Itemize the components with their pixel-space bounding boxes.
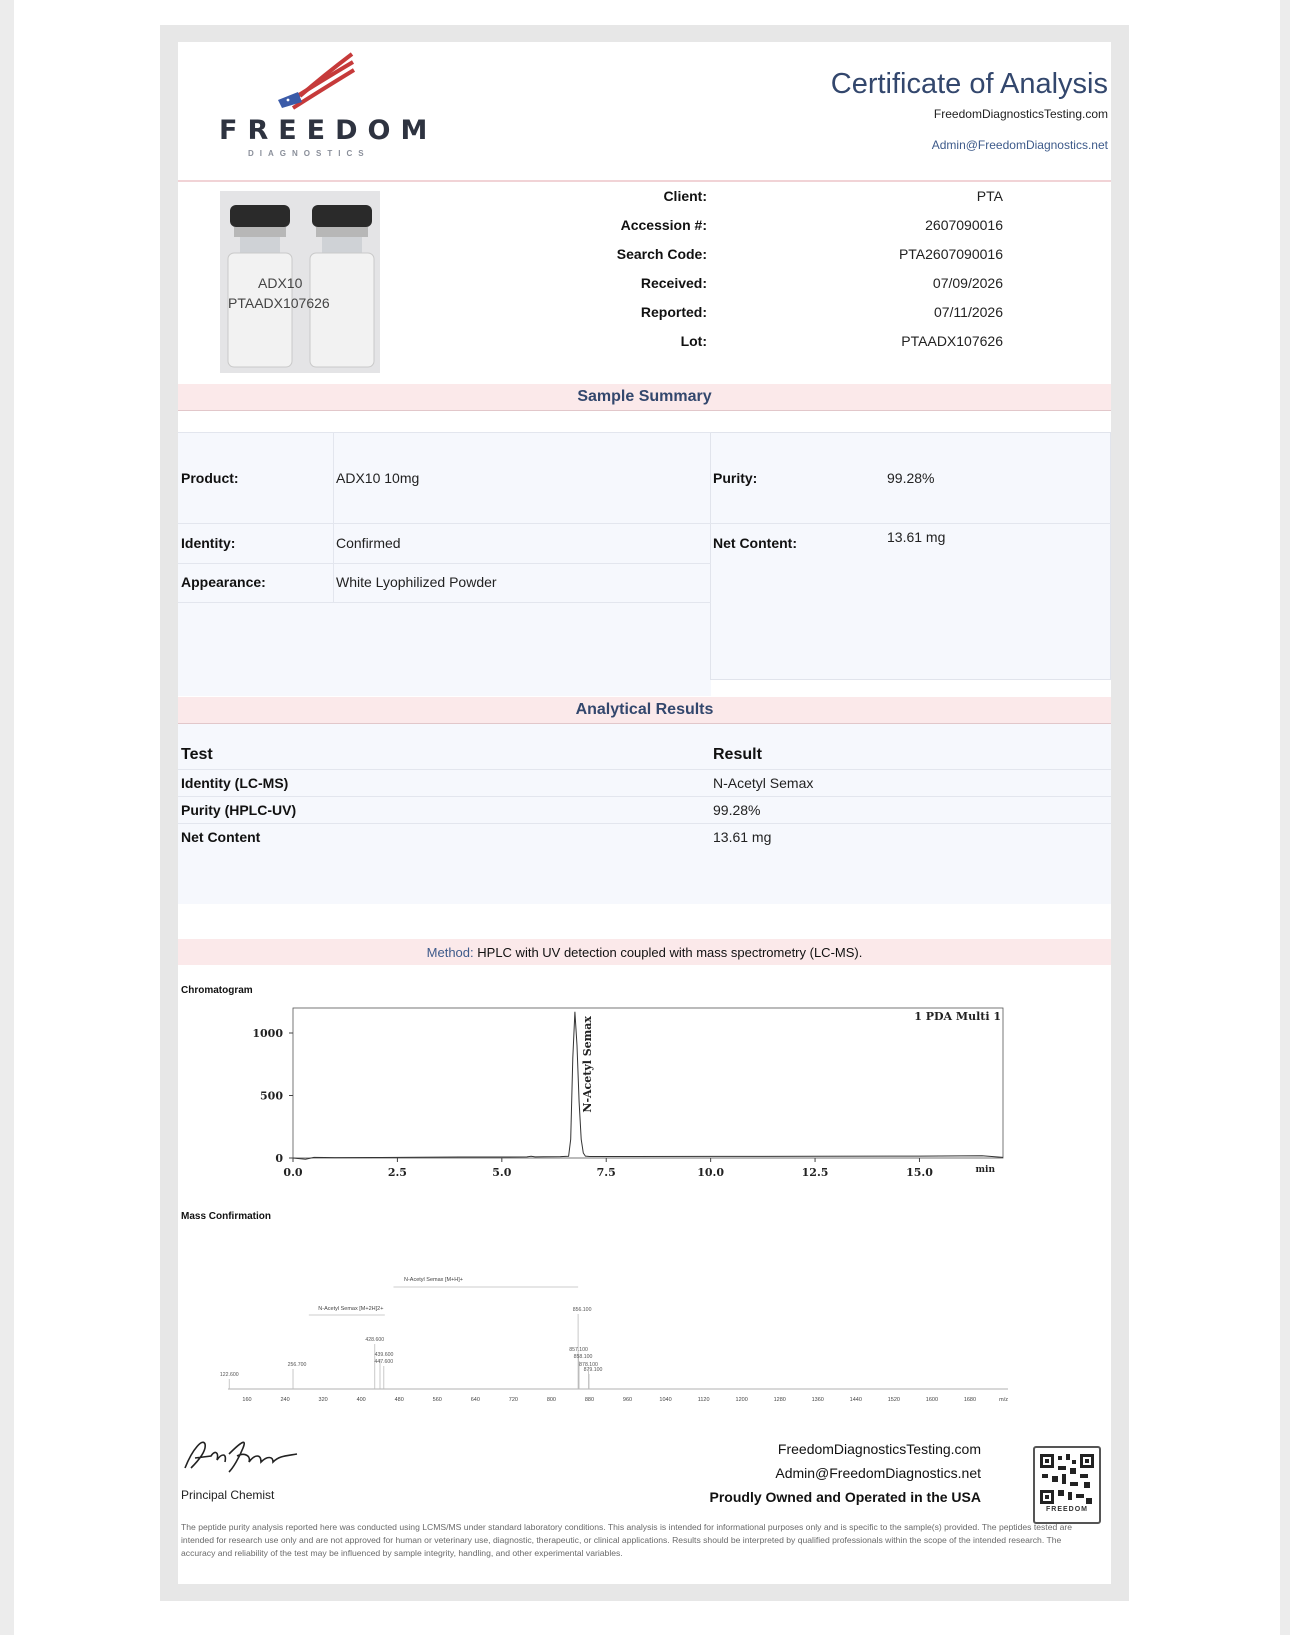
brand-tagline: DIAGNOSTICS bbox=[248, 149, 370, 158]
results-line bbox=[178, 823, 1111, 824]
x-tick-label: 15.0 bbox=[906, 1166, 933, 1179]
x-tick-label: 1360 bbox=[811, 1397, 824, 1403]
peak-mz-label: 428.600 bbox=[365, 1337, 385, 1343]
meta-label: Accession #: bbox=[620, 217, 707, 233]
peak-mz-label: 878.100 bbox=[579, 1362, 598, 1368]
product-value: ADX10 10mg bbox=[336, 470, 420, 486]
peak-mz-label: 858.100 bbox=[573, 1354, 593, 1360]
plot-frame bbox=[293, 1008, 1003, 1158]
x-tick-label: 1120 bbox=[697, 1397, 710, 1403]
signatory-title: Principal Chemist bbox=[181, 1488, 275, 1502]
signature-image bbox=[181, 1434, 301, 1476]
x-tick-label: 1280 bbox=[773, 1397, 786, 1403]
qr-caption: FREEDOM bbox=[1046, 1506, 1088, 1513]
meta-value: 07/11/2026 bbox=[933, 304, 1003, 320]
peak-mz-label: 256.700 bbox=[287, 1362, 307, 1368]
peak-mz-label: 122.600 bbox=[219, 1372, 239, 1378]
analytical-results-band bbox=[178, 697, 1111, 724]
meta-label: Received: bbox=[640, 275, 707, 291]
meta-label: Reported: bbox=[640, 304, 707, 320]
summary-line bbox=[178, 432, 711, 433]
meta-label: Lot: bbox=[680, 333, 707, 349]
chromatogram-trace bbox=[293, 1012, 1003, 1160]
col-header-test: Test bbox=[181, 746, 213, 763]
x-tick-label: 960 bbox=[622, 1397, 633, 1403]
brand-name: FREEDOM bbox=[219, 115, 438, 146]
summary-line bbox=[178, 563, 711, 564]
meta-label: Client: bbox=[663, 188, 707, 204]
section-title: Sample Summary bbox=[577, 388, 712, 405]
chromatogram-chart bbox=[218, 1000, 1058, 1200]
chromatogram-title: Chromatogram bbox=[181, 985, 253, 996]
annotation-label: N-Acetyl Semax [M+H]+ bbox=[404, 1277, 464, 1283]
mass-confirmation-title: Mass Confirmation bbox=[181, 1211, 272, 1222]
meta-value: PTAADX107626 bbox=[901, 333, 1003, 349]
peak-mz-label: 439.600 bbox=[374, 1352, 394, 1358]
peak-mz-label: 879.100 bbox=[583, 1367, 603, 1373]
meta-value: 07/09/2026 bbox=[932, 275, 1003, 291]
x-tick-label: 720 bbox=[508, 1397, 518, 1403]
method-band bbox=[178, 939, 1111, 965]
summary-line bbox=[178, 602, 711, 603]
x-unit-label: min bbox=[975, 1165, 995, 1175]
vial-label-line1: ADX10 bbox=[258, 275, 303, 291]
header-divider bbox=[178, 180, 1111, 182]
summary-left-box bbox=[178, 432, 711, 696]
net-content-label: Net Content: bbox=[713, 535, 797, 551]
peak-mz-label: 447.600 bbox=[374, 1359, 394, 1365]
x-tick-label: 800 bbox=[546, 1397, 557, 1403]
header-email-link[interactable]: Admin@FreedomDiagnostics.net bbox=[931, 138, 1108, 152]
identity-value: Confirmed bbox=[336, 535, 401, 551]
product-photo bbox=[220, 191, 380, 373]
y-tick-label: 1000 bbox=[252, 1027, 283, 1040]
x-tick-label: 240 bbox=[280, 1397, 290, 1403]
table-row-result: 99.28% bbox=[713, 802, 761, 818]
page-title: Certificate of Analysis bbox=[830, 68, 1108, 100]
table-row-result: N-Acetyl Semax bbox=[713, 775, 814, 791]
meta-label: Search Code: bbox=[616, 246, 707, 262]
meta-value: 2607090016 bbox=[925, 217, 1003, 233]
table-row-test: Net Content bbox=[181, 829, 261, 845]
flag-logo-icon bbox=[268, 52, 358, 110]
method-text: HPLC with UV detection coupled with mass spectrometry (LC-MS). bbox=[477, 945, 863, 960]
x-tick-label: 880 bbox=[584, 1397, 595, 1403]
x-tick-label: 10.0 bbox=[697, 1166, 725, 1179]
x-tick-label: 7.5 bbox=[596, 1166, 616, 1179]
disclaimer-text: The peptide purity analysis reported here was conducted using LCMS/MS under standard laboratory conditions. This analysis is intended for informational purposes only and is specific to the sample(s) provided. The peptides tested are intended for research use only and are not approved for human or veterinary use, diagnostic, therapeutic, or clinical applications. Results should be interpreted by qualified professionals within the scope of the intended research. The accuracy and reliability of the test may be influenced by sample integrity, handling, and other experimental variables. bbox=[181, 1522, 1073, 1558]
x-tick-label: 5.0 bbox=[492, 1166, 512, 1179]
section-title: Analytical Results bbox=[575, 701, 714, 718]
net-content-value: 13.61 mg bbox=[887, 529, 946, 545]
x-tick-label: 1680 bbox=[963, 1397, 977, 1403]
results-line bbox=[178, 796, 1111, 797]
y-tick-label: 0 bbox=[275, 1152, 283, 1165]
table-row-test: Identity (LC-MS) bbox=[181, 775, 289, 791]
method-label: Method: bbox=[426, 945, 474, 960]
x-tick-label: 12.5 bbox=[801, 1166, 829, 1179]
product-label: Product: bbox=[181, 470, 239, 486]
purity-label: Purity: bbox=[713, 470, 758, 486]
table-row-test: Purity (HPLC-UV) bbox=[181, 802, 297, 818]
appearance-value: White Lyophilized Powder bbox=[336, 574, 497, 590]
mass-spectrum-chart bbox=[218, 1267, 1058, 1412]
x-tick-label: 640 bbox=[470, 1397, 480, 1403]
x-tick-label: 0.0 bbox=[283, 1166, 303, 1179]
page-edge-left bbox=[0, 0, 14, 1635]
footer-tagline: Proudly Owned and Operated in the USA bbox=[709, 1489, 981, 1505]
qr-code-icon bbox=[1040, 1454, 1094, 1504]
x-tick-label: 1440 bbox=[849, 1397, 862, 1403]
page-edge-right bbox=[1280, 0, 1290, 1635]
header-website: FreedomDiagnosticsTesting.com bbox=[933, 107, 1108, 121]
x-unit-label: m/z bbox=[999, 1397, 1008, 1403]
x-tick-label: 160 bbox=[242, 1397, 252, 1403]
x-tick-label: 400 bbox=[356, 1397, 366, 1403]
x-tick-label: 1520 bbox=[887, 1397, 900, 1403]
meta-value: PTA bbox=[976, 188, 1003, 204]
summary-line bbox=[178, 523, 1111, 524]
meta-value: PTA2607090016 bbox=[898, 246, 1003, 262]
peak-label: N-Acetyl Semax bbox=[580, 1016, 594, 1113]
purity-value: 99.28% bbox=[887, 470, 935, 486]
col-header-result: Result bbox=[713, 746, 762, 763]
certificate-page bbox=[178, 42, 1111, 1584]
appearance-label: Appearance: bbox=[181, 574, 266, 590]
annotation-label: N-Acetyl Semax [M+2H]2+ bbox=[318, 1306, 384, 1312]
x-tick-label: 2.5 bbox=[387, 1166, 407, 1179]
peak-mz-label: 857.100 bbox=[569, 1347, 588, 1353]
x-tick-label: 560 bbox=[432, 1397, 442, 1403]
summary-col-divider bbox=[333, 432, 334, 602]
x-tick-label: 1200 bbox=[735, 1397, 748, 1403]
y-tick-label: 500 bbox=[260, 1089, 283, 1103]
table-row-result: 13.61 mg bbox=[713, 829, 772, 845]
peak-mz-label: 856.100 bbox=[572, 1307, 592, 1313]
x-tick-label: 320 bbox=[318, 1397, 328, 1403]
channel-label: 1 PDA Multi 1 bbox=[914, 1010, 1001, 1023]
x-tick-label: 480 bbox=[394, 1397, 404, 1403]
footer-website[interactable]: FreedomDiagnosticsTesting.com bbox=[777, 1441, 981, 1457]
vial-label-line2: PTAADX107626 bbox=[228, 295, 330, 311]
results-line bbox=[178, 769, 1111, 770]
qr-code[interactable] bbox=[1033, 1446, 1101, 1524]
method-line bbox=[178, 945, 1111, 960]
footer-email[interactable]: Admin@FreedomDiagnostics.net bbox=[775, 1465, 981, 1481]
sample-summary-band bbox=[178, 384, 1111, 411]
results-box bbox=[178, 724, 1111, 904]
x-tick-label: 1040 bbox=[659, 1397, 672, 1403]
identity-label: Identity: bbox=[181, 535, 236, 551]
x-tick-label: 1600 bbox=[925, 1397, 939, 1403]
